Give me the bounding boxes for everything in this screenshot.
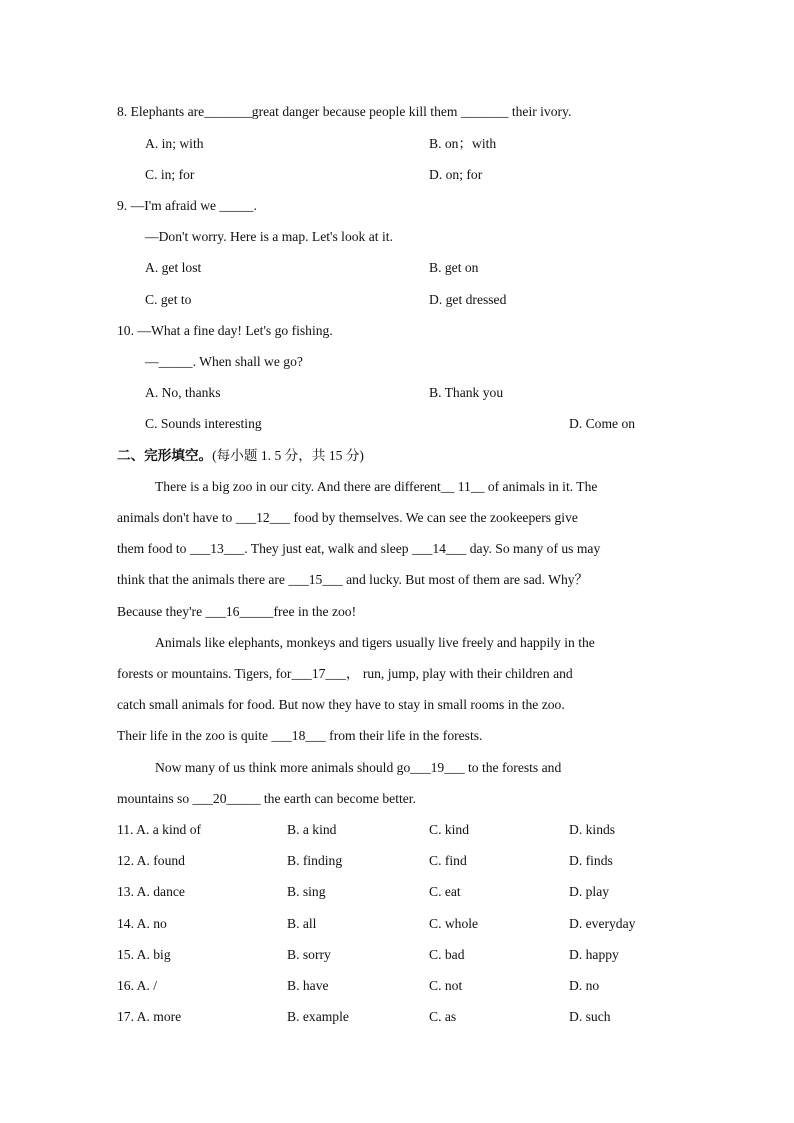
section-title [117,447,364,465]
passage-p1-line-3: them food to ___13___. They just eat, walk and sleep ___14___ day. So many of us may [117,541,601,556]
q10-option-a: A. No, thanks [145,385,221,400]
passage-p1-line-5: Because they're ___16_____free in the zoo! [117,604,357,619]
q9-reply: —Don't worry. Here is a map. Let's look at it. [145,229,393,244]
q8-stem: 8. Elephants are_______great danger because people kill them _______ their ivory. [117,104,572,119]
q9-option-a: A. get lost [145,260,202,275]
q17-option-b: B. example [287,1009,349,1024]
passage-p1-line-2: animals don't have to ___12___ food by themselves. We can see the zookeepers give [117,510,578,525]
q10-reply: —_____. When shall we go? [145,354,303,369]
passage-p2-line-3: catch small animals for food. But now they have to stay in small rooms in the zoo. [117,697,565,712]
q8-option-c: C. in; for [145,167,195,182]
q8-option-b: B. on；with [429,136,497,151]
q16-option-c: C. not [429,978,463,993]
passage-p2-line-4: Their life in the zoo is quite ___18___ from their life in the forests. [117,728,483,743]
q13-option-a: 13. A. dance [117,884,185,899]
q15-option-c: C. bad [429,947,465,962]
q17-option-c: C. as [429,1009,457,1024]
q9-option-c: C. get to [145,292,192,307]
q12-option-c: C. find [429,853,467,868]
q8-option-d: D. on; for [429,167,483,182]
q14-option-c: C. whole [429,916,479,931]
q13-option-b: B. sing [287,884,326,899]
passage-p3-line-1: Now many of us think more animals should go___19___ to the forests and [155,760,562,775]
q15-option-a: 15. A. big [117,947,171,962]
q9-option-b: B. get on [429,260,479,275]
passage-p2-line-1: Animals like elephants, monkeys and tigers usually live freely and happily in the [155,635,595,650]
q15-option-d: D. happy [569,947,619,962]
q16-option-a: 16. A. / [117,978,158,993]
q13-option-c: C. eat [429,884,461,899]
section-title-text: 二、完形填空。 [117,448,213,463]
q16-option-d: D. no [569,978,600,993]
q12-option-b: B. finding [287,853,343,868]
q14-option-a: 14. A. no [117,916,167,931]
q9-option-d: D. get dressed [429,292,507,307]
q11-option-c: C. kind [429,822,470,837]
q10-option-d: D. Come on [569,416,636,431]
q14-option-b: B. all [287,916,317,931]
q9-stem: 9. —I'm afraid we _____. [117,198,257,213]
q11-option-d: D. kinds [569,822,616,837]
q10-option-b: B. Thank you [429,385,504,400]
passage-p2-line-2: forests or mountains. Tigers, for___17___， run, jump, play with their children and [117,666,573,681]
q16-option-b: B. have [287,978,329,993]
passage-p1-line-1: There is a big zoo in our city. And there are different__ 11__ of animals in it. The [155,479,598,494]
passage-p3-line-2: mountains so ___20_____ the earth can become better. [117,791,416,806]
q10-option-c: C. Sounds interesting [145,416,262,431]
q14-option-d: D. everyday [569,916,636,931]
q15-option-b: B. sorry [287,947,331,962]
q12-option-d: D. finds [569,853,613,868]
section-note: (每小题 1. 5 分，共 15 分) [212,448,364,463]
q17-option-a: 17. A. more [117,1009,182,1024]
q11-option-b: B. a kind [287,822,337,837]
q12-option-a: 12. A. found [117,853,185,868]
q11-option-a: 11. A. a kind of [117,822,202,837]
q8-option-a: A. in; with [145,136,204,151]
q10-stem: 10. —What a fine day! Let's go fishing. [117,323,333,338]
q17-option-d: D. such [569,1009,611,1024]
passage-p1-line-4: think that the animals there are ___15___ and lucky. But most of them are sad. Why？ [117,572,589,587]
q13-option-d: D. play [569,884,610,899]
